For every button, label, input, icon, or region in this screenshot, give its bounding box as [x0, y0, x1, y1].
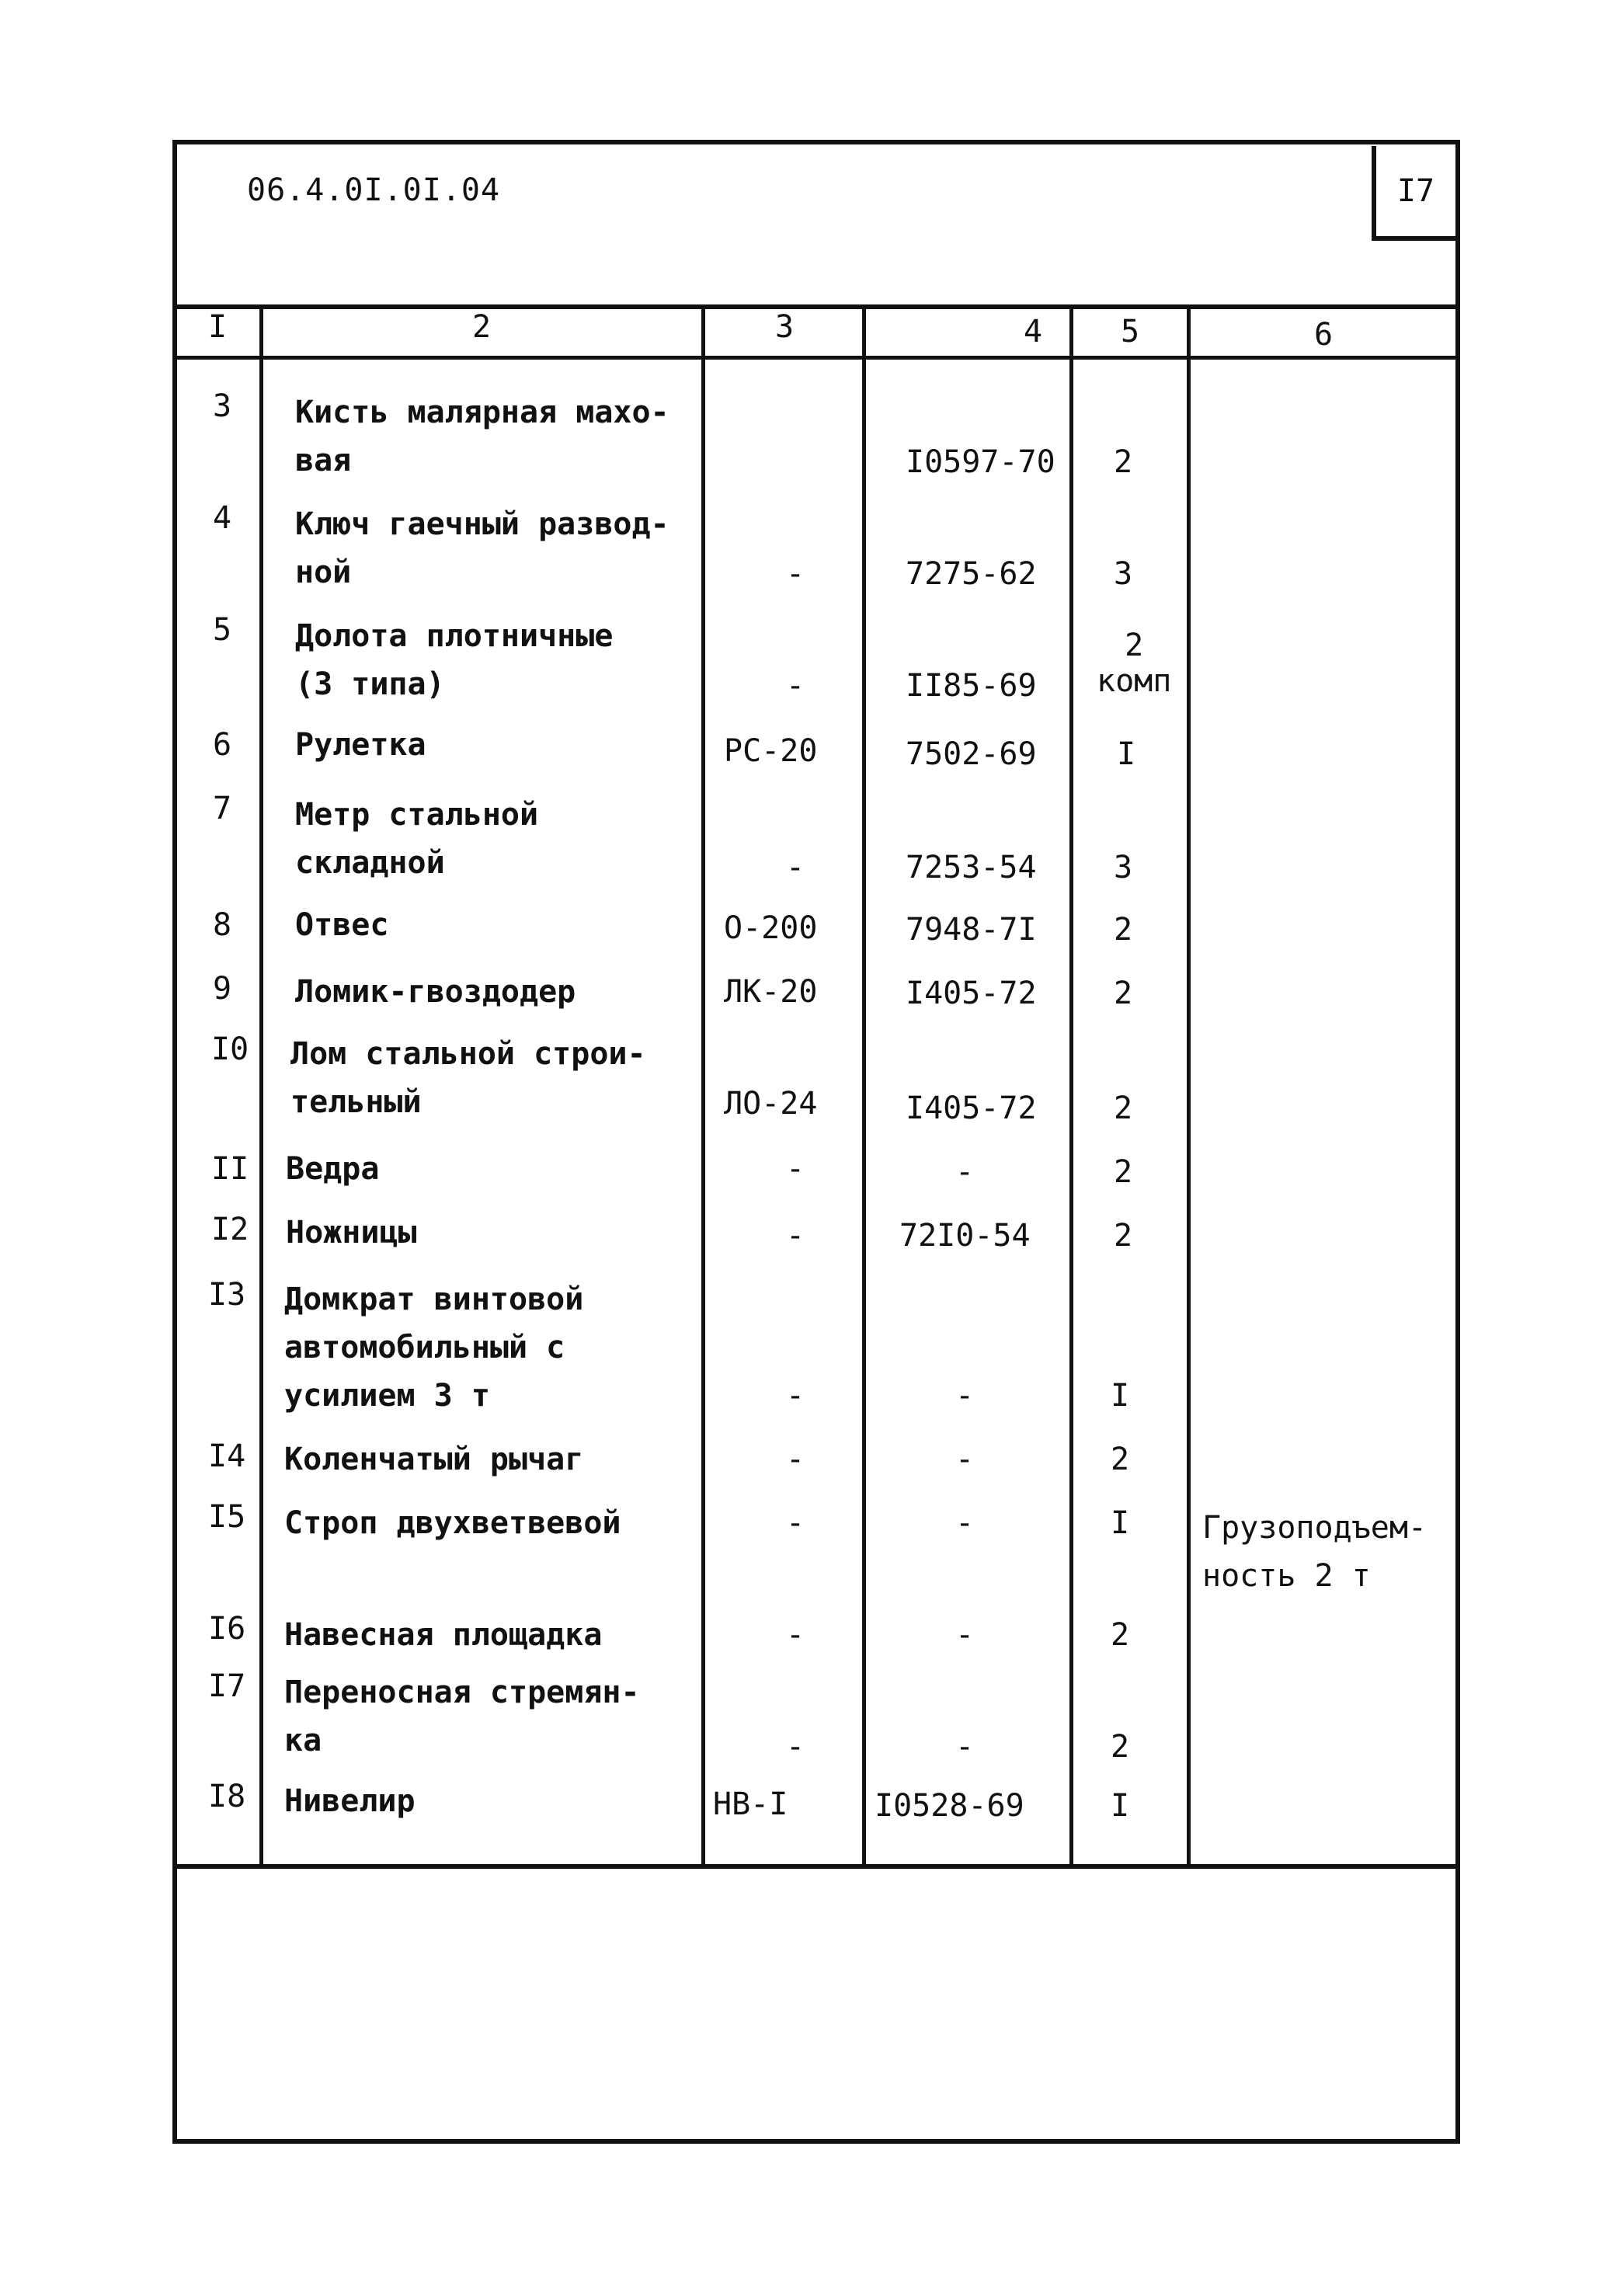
item-name: Домкрат винтовой автомобильный с усилием 3 т — [284, 1282, 584, 1414]
col-divider-4 — [1069, 304, 1073, 1866]
row-number: I4 — [208, 1438, 246, 1474]
row-number: 8 — [213, 907, 232, 943]
row-number: 4 — [213, 500, 232, 536]
item-name: Коленчатый рычаг — [284, 1442, 584, 1477]
document-code: 06.4.0I.0I.04 — [247, 172, 501, 208]
item-gost: 7253-54 — [906, 850, 1037, 885]
item-gost: 72I0-54 — [899, 1218, 1031, 1254]
item-type: - — [786, 850, 805, 885]
item-name: Навесная площадка — [284, 1617, 603, 1653]
item-gost: - — [955, 1154, 975, 1190]
page-number: I7 — [1396, 173, 1435, 209]
item-quantity: 2 — [1111, 1442, 1130, 1477]
column-header-2: 2 — [471, 309, 492, 345]
item-quantity: 2 — [1114, 1091, 1133, 1126]
item-quantity: I — [1117, 736, 1136, 772]
item-quantity: 2 — [1114, 1154, 1133, 1190]
item-quantity: 3 — [1114, 850, 1133, 885]
item-name: Долота плотничные (3 типа) — [295, 618, 614, 702]
item-gost: I405-72 — [906, 1091, 1037, 1126]
item-name: Ломик-гвоздодер — [295, 974, 576, 1010]
item-name: Рулетка — [295, 727, 426, 763]
item-type: - — [786, 1218, 805, 1254]
header-bottom-rule — [172, 356, 1460, 360]
col-divider-5 — [1187, 304, 1191, 1866]
item-name: Отвес — [295, 907, 389, 943]
item-name: Ключ гаечный развод- ной — [295, 506, 669, 590]
item-gost: - — [955, 1442, 975, 1477]
row-number: II — [211, 1151, 249, 1187]
table-bottom-rule — [172, 1864, 1460, 1869]
item-gost: 7502-69 — [906, 736, 1037, 772]
item-note: Грузоподъем- ность 2 т — [1202, 1510, 1427, 1594]
item-name: Ведра — [286, 1151, 380, 1187]
item-quantity: 2 — [1111, 1617, 1130, 1653]
column-header-3: 3 — [774, 309, 795, 345]
item-name: Строп двухветвевой — [284, 1505, 621, 1541]
row-number: 3 — [213, 388, 232, 424]
row-number: I3 — [208, 1277, 246, 1313]
item-type: ЛО-24 — [724, 1086, 818, 1122]
col-divider-1 — [259, 304, 263, 1866]
item-name: Ножницы — [286, 1215, 417, 1251]
row-number: I6 — [208, 1611, 246, 1647]
item-gost: - — [955, 1378, 975, 1414]
item-quantity: 3 — [1114, 556, 1133, 592]
item-name: Нивелир — [284, 1783, 416, 1819]
item-type: - — [786, 1617, 805, 1653]
item-quantity: 2 — [1114, 912, 1133, 948]
row-number: 5 — [213, 612, 232, 648]
item-name: Лом стальной строи- тельный — [290, 1036, 646, 1120]
item-type: НВ-I — [713, 1786, 788, 1822]
item-type: - — [786, 1729, 805, 1765]
item-gost: 7948-7I — [906, 912, 1037, 948]
item-type: - — [786, 1505, 805, 1541]
row-number: I2 — [211, 1212, 249, 1247]
item-quantity: I — [1111, 1505, 1130, 1541]
column-header-6: 6 — [1313, 317, 1334, 353]
item-quantity: I — [1111, 1788, 1130, 1824]
item-gost: I0597-70 — [906, 444, 1055, 480]
item-type: - — [786, 1378, 805, 1414]
item-type: - — [786, 1442, 805, 1477]
row-number: I7 — [208, 1668, 246, 1704]
item-type: - — [786, 668, 805, 704]
row-number: 9 — [213, 971, 232, 1007]
item-gost: 7275-62 — [906, 556, 1037, 592]
item-gost: I405-72 — [906, 976, 1037, 1011]
page-number-box — [1372, 146, 1455, 241]
row-number: 6 — [213, 727, 232, 763]
column-header-5: 5 — [1120, 314, 1140, 350]
row-number: I5 — [208, 1499, 246, 1535]
col-divider-2 — [701, 304, 705, 1866]
item-gost: - — [955, 1505, 975, 1541]
item-type: О-200 — [724, 910, 818, 946]
item-quantity: 2 — [1114, 444, 1133, 480]
column-header-1: I — [207, 309, 228, 345]
col-divider-3 — [862, 304, 866, 1866]
item-quantity: 2 — [1114, 1218, 1133, 1254]
item-type: РС-20 — [724, 733, 818, 769]
item-quantity: 2 — [1111, 1729, 1130, 1765]
item-gost: II85-69 — [906, 668, 1037, 704]
item-type: - — [786, 556, 805, 592]
item-name: Метр стальной складной — [295, 797, 539, 881]
row-number: I8 — [208, 1779, 246, 1814]
item-gost: - — [955, 1729, 975, 1765]
item-type: ЛК-20 — [724, 974, 818, 1010]
row-number: 7 — [213, 791, 232, 826]
item-quantity: I — [1111, 1378, 1130, 1414]
item-gost: - — [955, 1617, 975, 1653]
row-number: I0 — [211, 1031, 249, 1067]
item-name: Кисть малярная махо- вая — [295, 395, 669, 478]
item-quantity: 2 — [1114, 976, 1133, 1011]
column-header-4: 4 — [1023, 314, 1043, 350]
item-name: Переносная стремян- ка — [284, 1675, 640, 1758]
item-quantity: 2 комп — [1097, 628, 1172, 699]
item-type: - — [786, 1151, 805, 1187]
item-gost: I0528-69 — [875, 1788, 1024, 1824]
